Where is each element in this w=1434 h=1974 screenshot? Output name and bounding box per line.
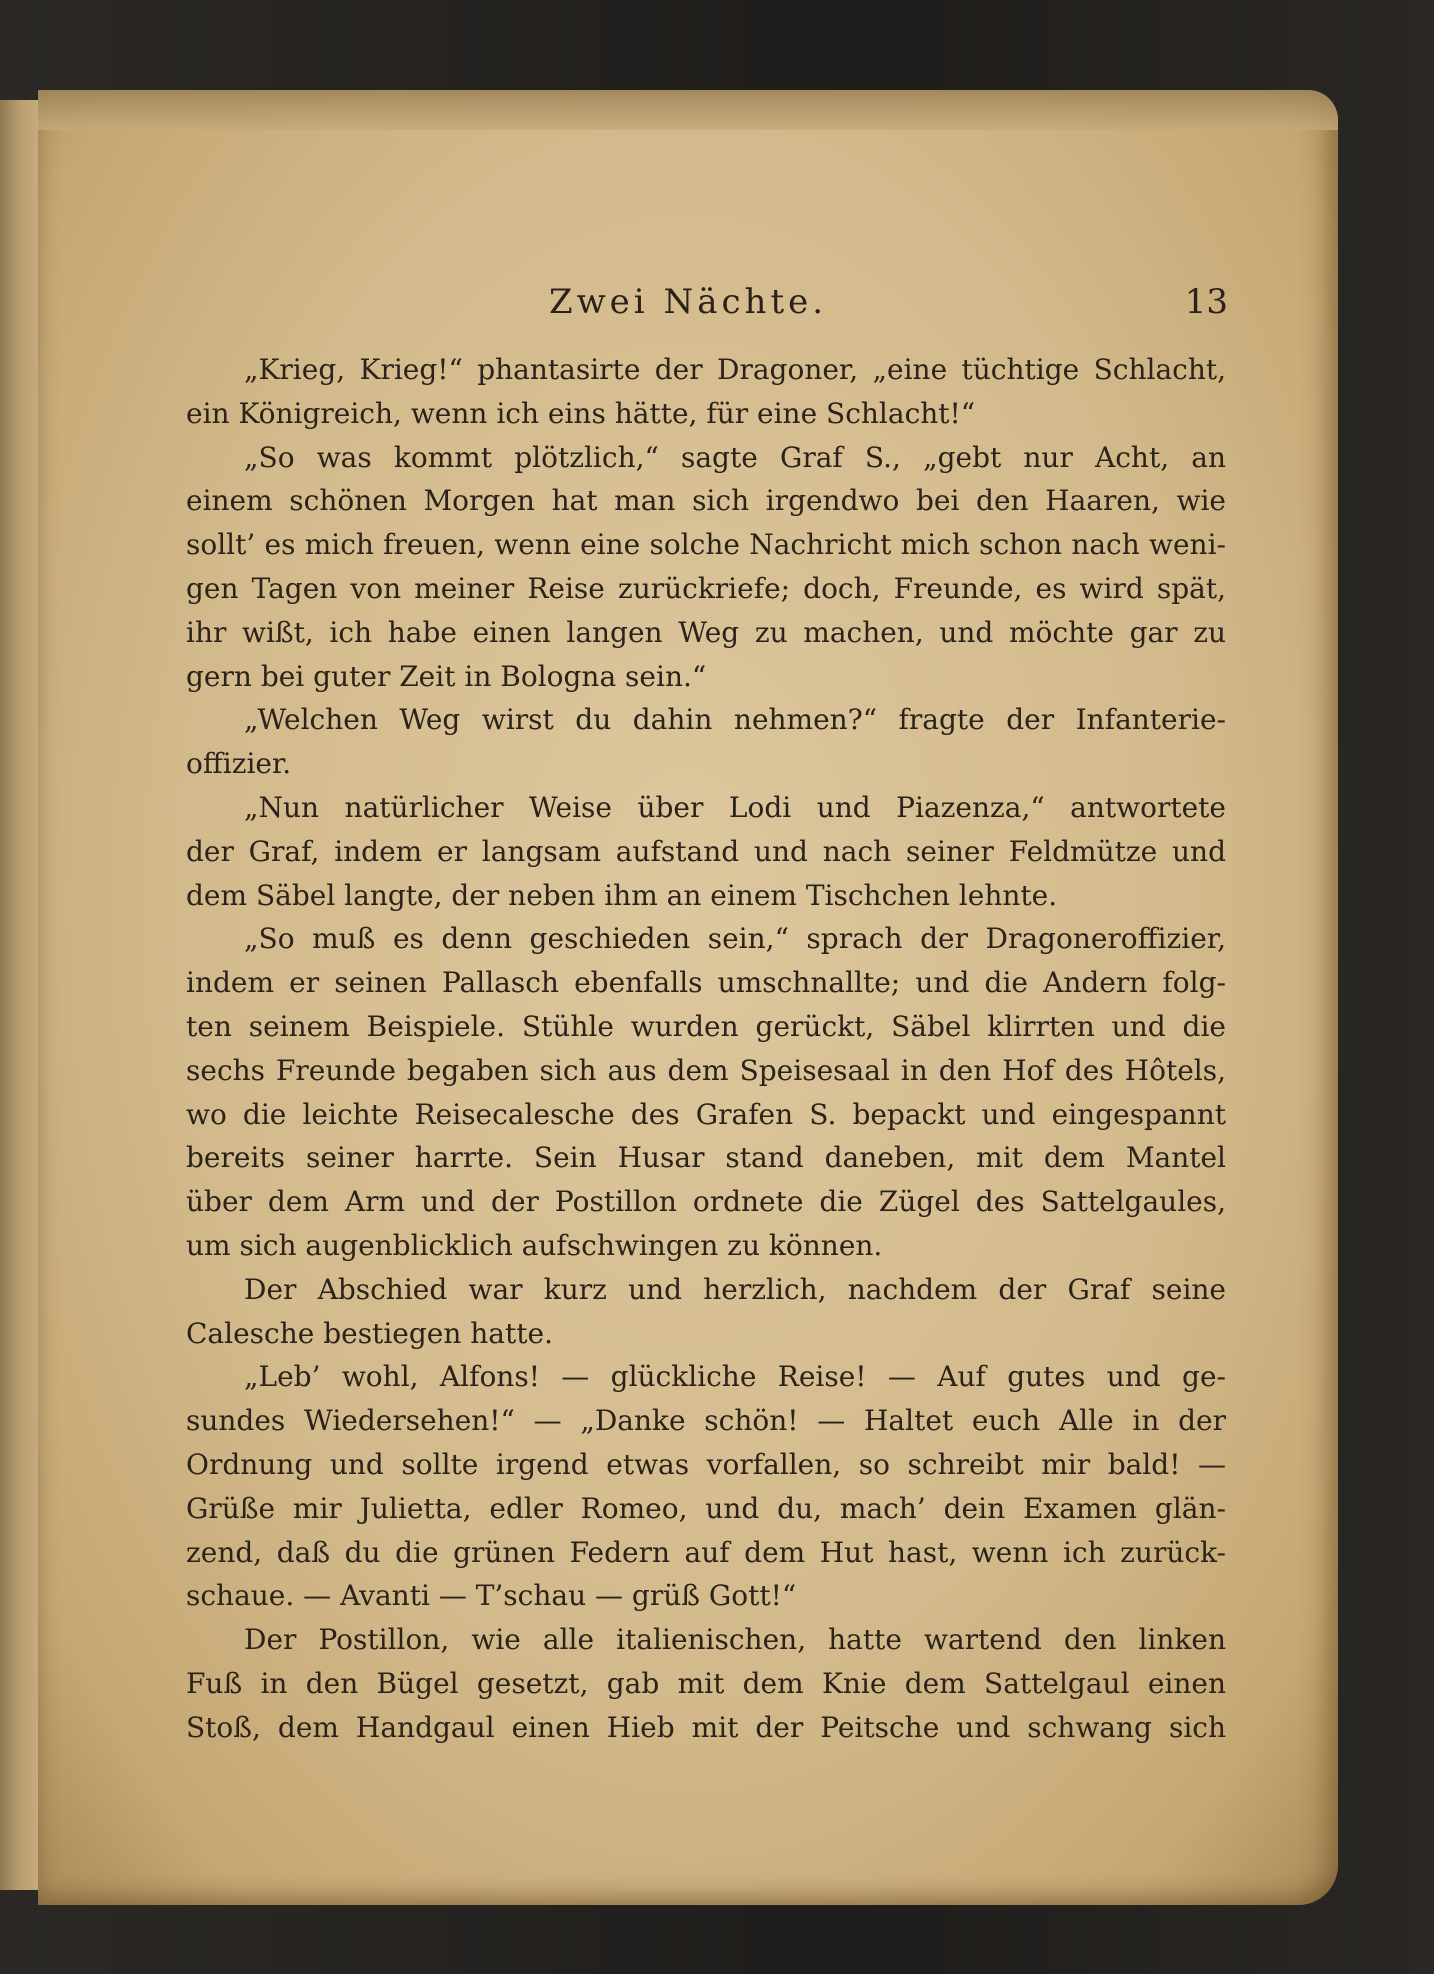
running-title: Zwei Nächte. (548, 282, 828, 322)
text-line: gen Tagen von meiner Reise zurückriefe; doch, Freunde, es wird spät, (186, 571, 1226, 605)
text-line: „Welchen Weg wirst du dahin nehmen?“ fragte der Infanterie- (244, 703, 1226, 737)
page-top-edge (38, 90, 1338, 130)
text-line: ten seinem Beispiele. Stühle wurden gerückt, Säbel klirrten und die (186, 1009, 1226, 1043)
text-line: zend, daß du die grünen Federn auf dem Hut hast, wenn ich zurück- (186, 1535, 1226, 1569)
text-line: wo die leichte Reisecalesche des Grafen S. bepackt und eingespannt (186, 1097, 1226, 1131)
text-line: „So was kommt plötzlich,“ sagte Graf S., „gebt nur Acht, an (244, 440, 1226, 474)
text-line: über dem Arm und der Postillon ordnete die Zügel des Sattelgaules, (186, 1185, 1226, 1219)
text-line: dem Säbel langte, der neben ihm an einem Tischchen lehnte. (186, 878, 1058, 912)
text-line: bereits seiner harrte. Sein Husar stand daneben, mit dem Mantel (186, 1141, 1226, 1175)
text-line: offizier. (186, 747, 292, 781)
text-line: „Nun natürlicher Weise über Lodi und Piazenza,“ antwortete (244, 790, 1226, 824)
text-line: gern bei guter Zeit in Bologna sein.“ (186, 659, 707, 693)
book-page (38, 90, 1338, 1905)
text-line: „Krieg, Krieg!“ phantasirte der Dragoner, „eine tüchtige Schlacht, (244, 353, 1226, 386)
text-line: Grüße mir Julietta, edler Romeo, und du, mach’ dein Examen glän- (186, 1491, 1226, 1525)
text-line: Stoß, dem Handgaul einen Hieb mit der Peitsche und schwang sich (186, 1710, 1226, 1744)
text-line: einem schönen Morgen hat man sich irgendwo bei den Haaren, wie (186, 484, 1226, 518)
text-line: der Graf, indem er langsam aufstand und nach seiner Feldmütze und (186, 834, 1226, 868)
text-line: Calesche bestiegen hatte. (186, 1316, 553, 1350)
text-line: sechs Freunde begaben sich aus dem Speisesaal in den Hof des Hôtels, (186, 1053, 1226, 1087)
text-line: „Leb’ wohl, Alfons! — glückliche Reise! — Auf gutes und ge- (244, 1360, 1226, 1394)
book (0, 60, 1355, 1915)
text-line: schaue. — Avanti — T’schau — grüß Gott!“ (186, 1579, 797, 1613)
text-line: sollt’ es mich freuen, wenn eine solche Nachricht mich schon nach weni- (186, 528, 1226, 562)
text-line: „So muß es denn geschieden sein,“ sprach der Dragoneroffizier, (244, 922, 1226, 956)
text-line: indem er seinen Pallasch ebenfalls umschnallte; und die Andern folg- (186, 966, 1226, 1000)
page-number: 13 (1184, 282, 1228, 322)
text-line: Der Abschied war kurz und herzlich, nachdem der Graf seine (244, 1272, 1226, 1306)
body-text (186, 348, 1226, 1750)
text-line: sundes Wiedersehen!“ — „Danke schön! — Haltet euch Alle in der (186, 1404, 1226, 1438)
text-line: Der Postillon, wie alle italienischen, hatte wartend den linken (244, 1623, 1226, 1657)
page-header (38, 282, 1338, 342)
text-line: ihr wißt, ich habe einen langen Weg zu machen, und möchte gar zu (186, 615, 1226, 649)
left-page-edge (0, 100, 42, 1890)
text-line: Fuß in den Bügel gesetzt, gab mit dem Knie dem Sattelgaul einen (186, 1666, 1226, 1700)
text-line: um sich augenblicklich aufschwingen zu können. (186, 1228, 883, 1262)
text-line: Ordnung und sollte irgend etwas vorfallen, so schreibt mir bald! — (186, 1447, 1226, 1481)
text-line: ein Königreich, wenn ich eins hätte, für eine Schlacht!“ (186, 396, 976, 430)
